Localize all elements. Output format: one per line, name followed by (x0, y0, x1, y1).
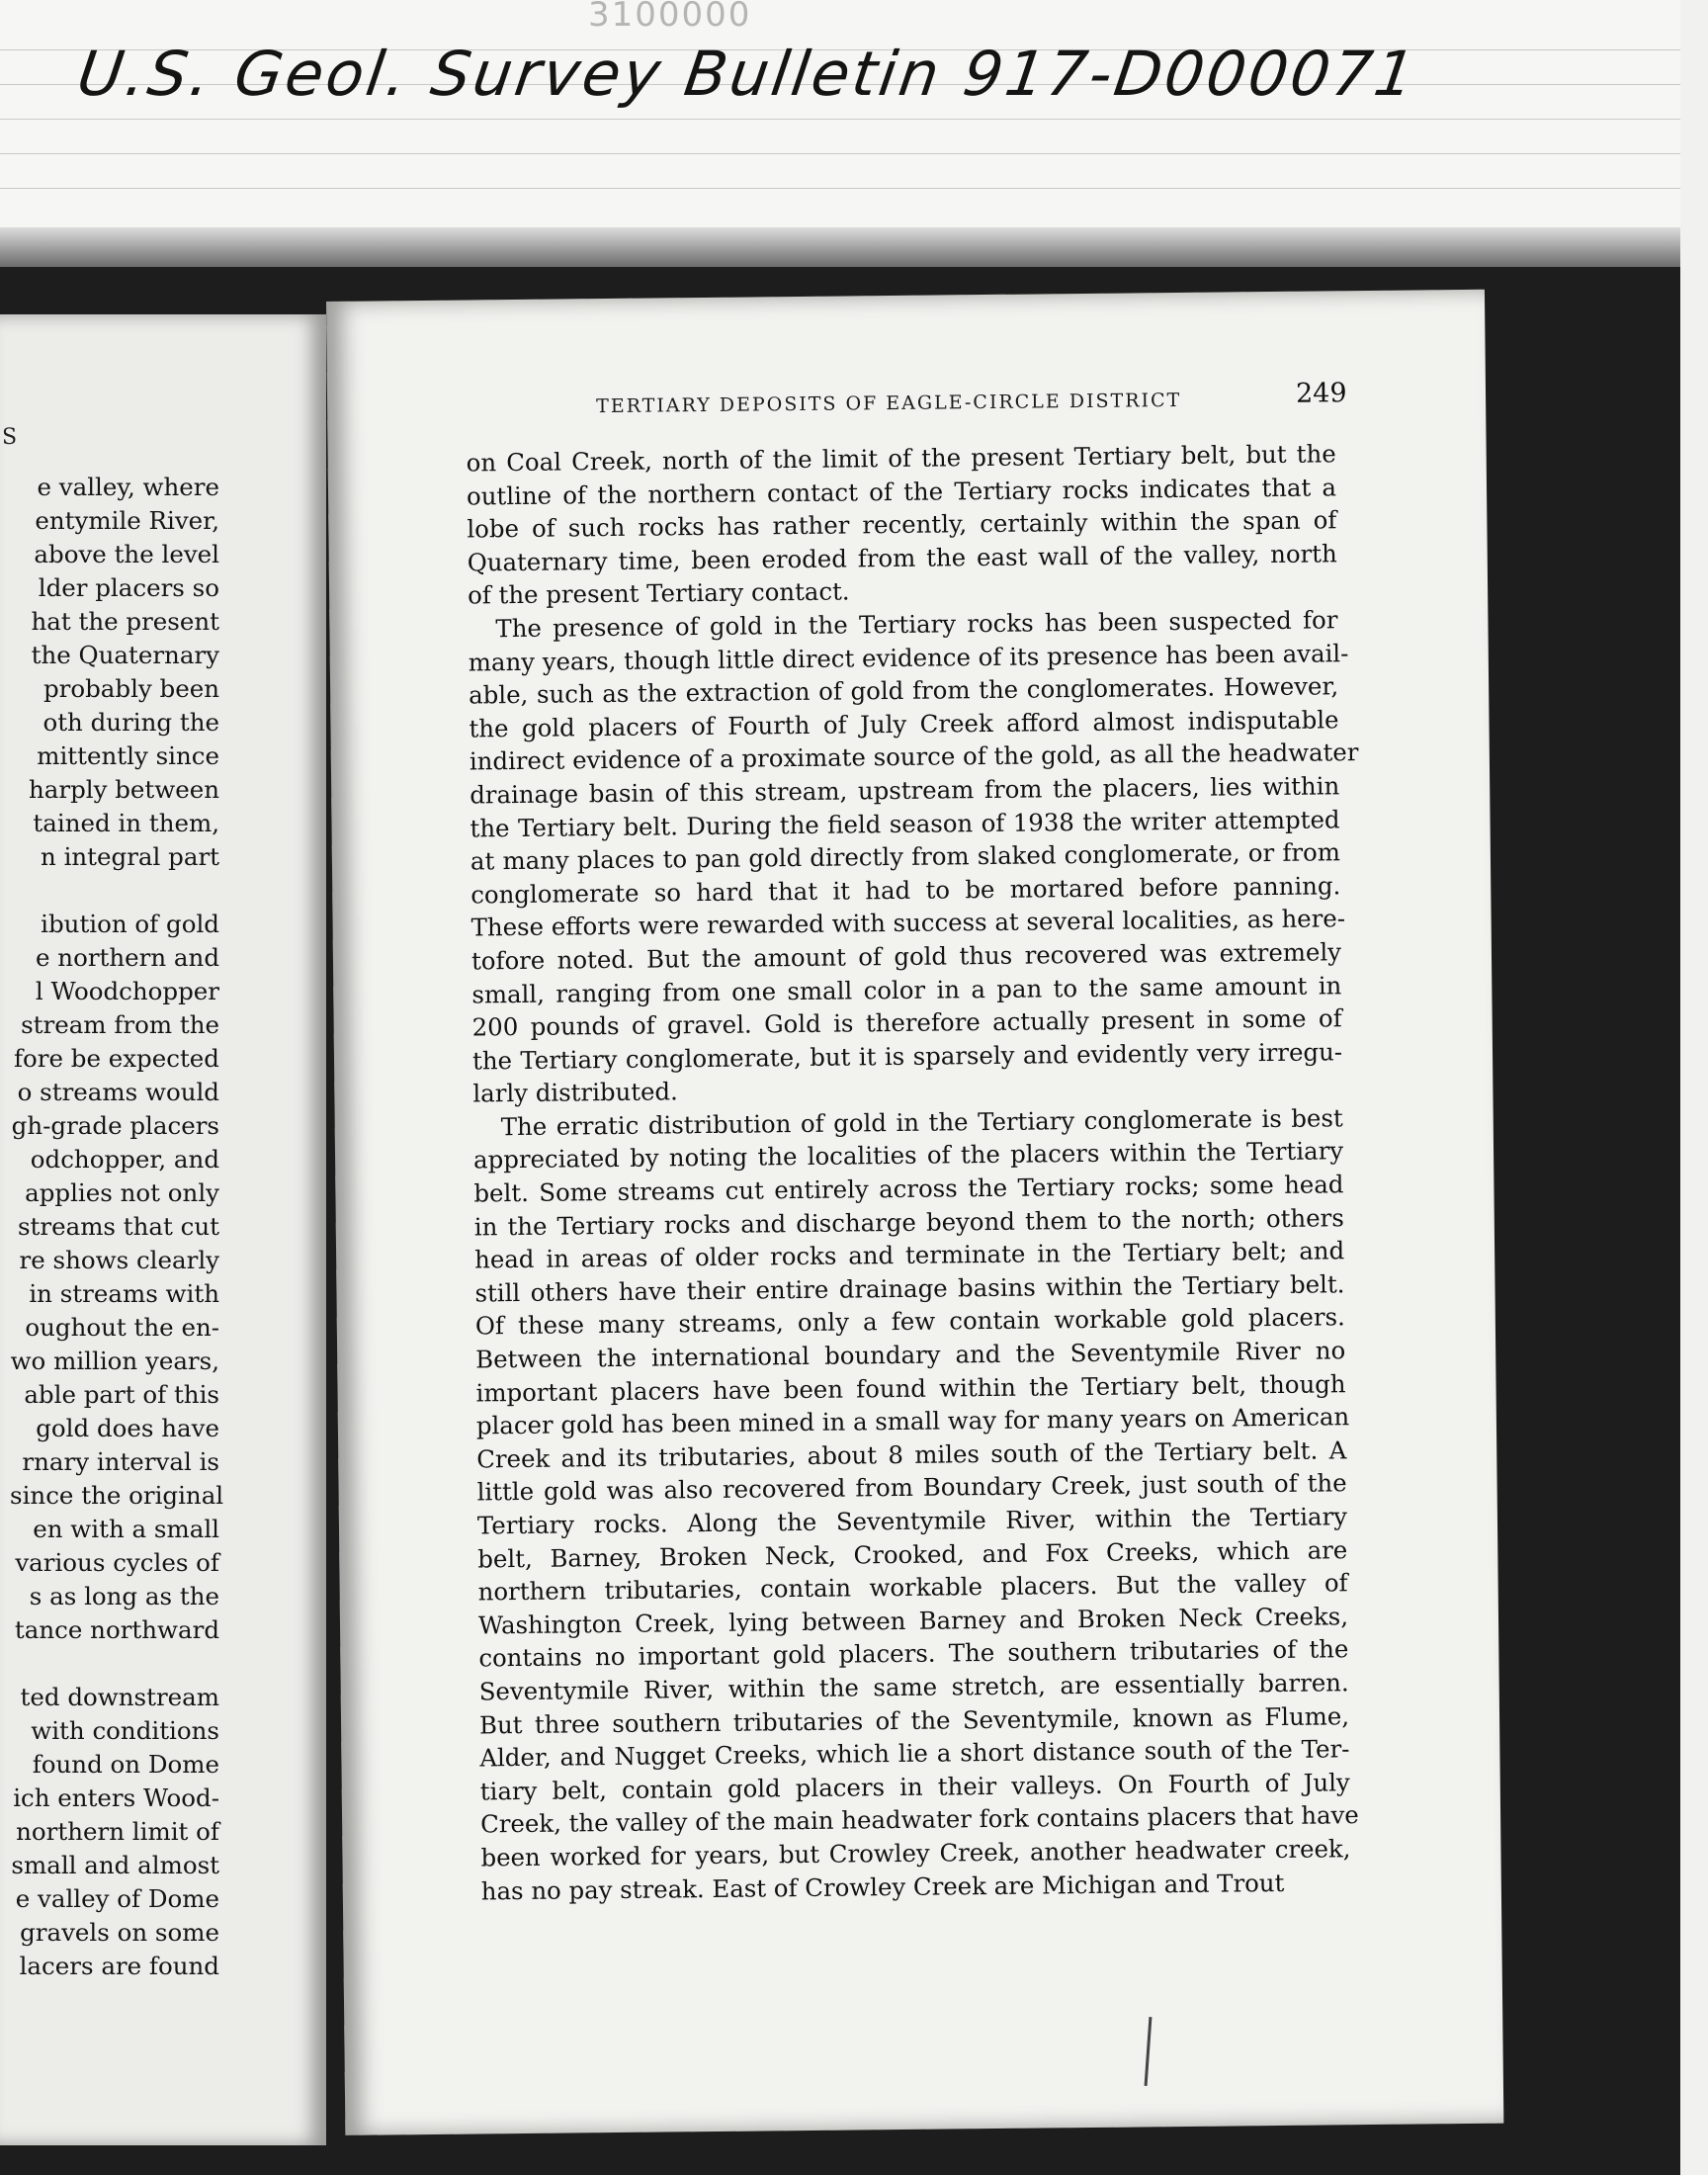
body-line: at many places to pan gold directly from slaked conglomerate, or from (470, 837, 1341, 876)
left-page-line: rnary interval is (22, 1447, 219, 1476)
body-line: placer gold has been mined in a small way for many years on American (475, 1402, 1350, 1440)
body-line: the Tertiary conglomerate, but it is sparsely and evidently very irregu- (471, 1036, 1343, 1076)
left-page (0, 314, 326, 2145)
body-line: little gold was also recovered from Boundary Creek, just south of the (476, 1468, 1347, 1507)
left-page-line: gh-grade placers (11, 1111, 219, 1140)
left-page-line: e valley of Dome (15, 1884, 219, 1913)
left-page-line: n integral part (41, 842, 219, 871)
left-page-line: o streams would (17, 1078, 219, 1106)
body-line: indirect evidence of a proximate source of the gold, as all the headwater (469, 738, 1359, 776)
faded-stamp: 3100000 (588, 0, 752, 30)
body-line: The presence of gold in the Tertiary rocks has been suspected for (495, 605, 1338, 644)
left-page-line: tance northward (14, 1615, 219, 1644)
left-page-line: various cycles of (15, 1548, 219, 1577)
ruled-line (0, 188, 1680, 189)
body-line: Of these many streams, only a few contain workable gold placers. (474, 1302, 1345, 1341)
left-page-line: gravels on some (20, 1918, 219, 1947)
body-line: But three southern tributaries of the Seventymile, known as Flume, (478, 1700, 1350, 1740)
left-page-line: since the original (10, 1481, 224, 1510)
body-line: larly distributed. (472, 1077, 678, 1108)
left-page-line: entymile River, (35, 506, 219, 535)
body-line: Washington Creek, lying between Barney and Broken Neck Creeks, (477, 1602, 1349, 1640)
body-line: Between the international boundary and the Seventymile River no (475, 1336, 1346, 1374)
left-page-line: e valley, where (37, 473, 219, 501)
ruled-line (0, 153, 1680, 154)
left-page-line: hat the present (31, 607, 219, 636)
handwritten-title: U.S. Geol. Survey Bulletin 917-D000071 (73, 38, 1422, 110)
body-line: drainage basin of this stream, upstream from the placers, lies within (470, 771, 1340, 810)
body-line: Tertiary rocks. Along the Seventymile River, within the Tertiary (476, 1502, 1348, 1540)
body-line: conglomerate so hard that it had to be mortared before panning. (470, 871, 1341, 910)
body-line: Seventymile River, within the same stretch, are essentially barren. (478, 1668, 1349, 1706)
left-page-line: ted downstream (20, 1683, 219, 1711)
body-line: belt. Some streams cut entirely across the Tertiary rocks; some head (473, 1170, 1344, 1208)
body-line: on Coal Creek, north of the limit of the present Tertiary belt, but the (466, 439, 1336, 478)
header-card (0, 0, 1680, 238)
body-line: Creek, the valley of the main headwater fork contains placers that have (479, 1800, 1359, 1839)
left-page-line: ich enters Wood- (13, 1784, 219, 1812)
left-page-line: oughout the en- (25, 1313, 219, 1342)
left-page-line: small and almost (11, 1851, 219, 1879)
body-line: small, ranging from one small color in a pan to the same amount in (471, 970, 1342, 1008)
body-line: Creek and its tributaries, about 8 miles south of the Tertiary belt. A (476, 1436, 1347, 1474)
body-line: still others have their entire drainage basins within the Tertiary belt. (474, 1269, 1345, 1308)
right-page (326, 290, 1503, 2135)
left-page-line: with conditions (31, 1716, 219, 1745)
body-line: the Tertiary belt. During the field season of 1938 the writer attempted (470, 804, 1340, 843)
body-line: northern tributaries, contain workable placers. But the valley of (477, 1568, 1348, 1607)
left-page-line: re shows clearly (19, 1246, 219, 1274)
left-page-line: en with a small (33, 1515, 219, 1543)
body-line: of the present Tertiary contact. (467, 576, 850, 610)
left-page-line (10, 1647, 219, 1681)
left-page-line: northern limit of (16, 1817, 219, 1846)
body-line: Quaternary time, been eroded from the east wall of the valley, north (467, 539, 1337, 577)
body-line: many years, though little direct evidence of its presence has been avail- (468, 638, 1349, 677)
body-text (466, 437, 1359, 1907)
body-line: belt, Barney, Broken Neck, Crooked, and Fox Creeks, which are (477, 1534, 1348, 1574)
left-page-line: the Quaternary (31, 641, 219, 669)
body-line: 200 pounds of gravel. Gold is therefore actually present in some of (471, 1003, 1342, 1042)
left-page-line: lder placers so (38, 573, 219, 602)
left-page-line: applies not only (25, 1178, 219, 1207)
left-page-line: gold does have (36, 1414, 219, 1442)
left-page-line: s as long as the (29, 1582, 219, 1610)
left-page-line: ibution of gold (41, 910, 219, 938)
body-line: outline of the northern contact of the Tertiary rocks indicates that a (466, 472, 1337, 511)
body-line: head in areas of older rocks and terminate in the Tertiary belt; and (474, 1236, 1345, 1274)
left-page-line: above the level (34, 540, 219, 568)
body-line: in the Tertiary rocks and discharge beyond them to the north; others (473, 1202, 1344, 1242)
left-page-line: wo million years, (10, 1347, 219, 1375)
body-line: The erratic distribution of gold in the Tertiary conglomerate is best (500, 1103, 1343, 1142)
left-page-line: streams that cut (17, 1212, 219, 1241)
body-line: contains no important gold placers. The southern tributaries of the (478, 1634, 1349, 1673)
left-page-line: mittently since (37, 741, 219, 770)
left-page-line: harply between (28, 775, 219, 804)
body-line: Alder, and Nugget Creeks, which lie a short distance south of the Ter- (479, 1734, 1350, 1773)
body-line: been worked for years, but Crowley Creek, another headwater creek, (480, 1834, 1351, 1872)
left-page-line: odchopper, and (30, 1145, 219, 1174)
left-page-line: tained in them, (33, 809, 219, 837)
body-line: important placers have been found within the Tertiary belt, though (475, 1368, 1346, 1408)
body-line: the gold placers of Fourth of July Creek afford almost indisputable (469, 705, 1339, 743)
left-page-line: lacers are found (19, 1952, 219, 1980)
body-line: tiary belt, contain gold placers in their valleys. On Fourth of July (479, 1767, 1350, 1806)
page-number: 249 (1295, 378, 1347, 409)
left-page-line: l Woodchopper (35, 977, 219, 1005)
left-page-line: fore be expected (13, 1044, 219, 1073)
body-line: These efforts were rewarded with success at several localities, as here- (470, 904, 1346, 942)
left-page-line: found on Dome (32, 1750, 219, 1779)
left-page-line (10, 874, 219, 908)
left-page-line: probably been (43, 674, 219, 703)
left-page-line: in streams with (29, 1279, 219, 1308)
body-line: has no pay streak. East of Crowley Creek are Michigan and Trout (480, 1868, 1285, 1905)
left-page-line: e northern and (36, 943, 219, 972)
body-line: lobe of such rocks has rather recently, certainly within the span of (467, 505, 1337, 544)
running-head: TERTIARY DEPOSITS OF EAGLE-CIRCLE DISTRICT (596, 389, 1182, 418)
left-page-line: oth during the (43, 708, 219, 737)
body-line: appreciated by noting the localities of the placers within the Tertiary (472, 1136, 1344, 1174)
left-page-line: stream from the (21, 1010, 219, 1039)
body-line: able, such as the extraction of gold from the conglomerates. However, (469, 671, 1339, 710)
left-page-edge-mark: S (2, 425, 18, 450)
body-line: tofore noted. But the amount of gold thus recovered was extremely (470, 937, 1342, 976)
left-page-line: able part of this (24, 1380, 219, 1409)
